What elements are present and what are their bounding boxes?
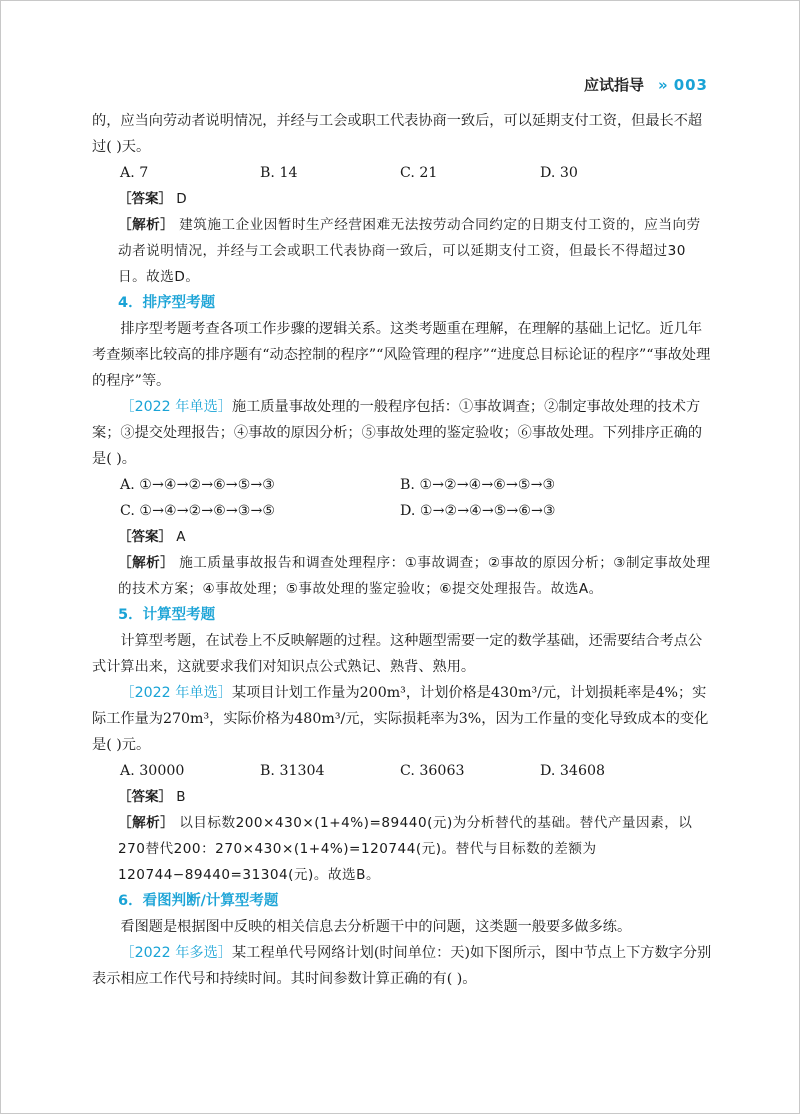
- analysis-text: 以目标数200×430×(1+4%)=89440(元)为分析替代的基础。替代产量因素，以270替代200：270×430×(1+4%)=120744(元)。替代与目标数的差额为120744−89440=31304(元)。故选B。: [118, 815, 693, 883]
- chevron-icon: »: [657, 75, 668, 94]
- section-5-question: [92, 680, 712, 758]
- analysis-label: ［解析］: [118, 815, 175, 831]
- option-c: C. 36063: [400, 763, 465, 779]
- option-b: B. 31304: [260, 763, 325, 779]
- answer-label: ［答案］: [118, 789, 172, 805]
- question-text: 某项目计划工作量为200m³，计划价格是430m³/元，计划损耗率是4%；实际工作量为270m³，实际价格为480m³/元，实际损耗率为3%，因为工作量的变化导致成本的变化是( )元。: [92, 685, 709, 753]
- section-5-intro: 计算型考题，在试卷上不反映解题的过程。这种题型需要一定的数学基础，还需要结合考点公式计算出来，这就要求我们对知识点公式熟记、熟背、熟用。: [92, 633, 703, 675]
- section-5-options: [92, 758, 712, 784]
- q1-answer: [92, 186, 712, 212]
- question-text: 施工质量事故处理的一般程序包括：①事故调查；②制定事故处理的技术方案；③提交处理报告；④事故的原因分析；⑤事故处理的鉴定验收；⑥事故处理。下列排序正确的是( )。: [92, 399, 703, 467]
- answer-value: B: [176, 789, 186, 805]
- q1-text: 的，应当向劳动者说明情况，并经与工会或职工代表协商一致后，可以延期支付工资，但最长不超过( )天。: [92, 113, 703, 155]
- question-tag: ［2022 年多选］: [120, 945, 232, 961]
- section-4-heading: 4．排序型考题: [118, 295, 216, 311]
- section-4-options-row1: [92, 472, 712, 498]
- option-c: C. 21: [400, 165, 438, 181]
- section-4-question: [92, 394, 712, 472]
- page-number: 003: [673, 75, 708, 94]
- option-c: C. ①→④→②→⑥→③→⑤: [120, 503, 276, 519]
- section-6-intro: 看图题是根据图中反映的相关信息去分析题干中的问题，这类题一般要多做多练。: [120, 919, 632, 935]
- answer-value: A: [176, 529, 186, 545]
- option-b: B. ①→②→④→⑥→⑤→③: [400, 477, 556, 493]
- option-b: B. 14: [260, 165, 298, 181]
- question-text: 某工程单代号网络计划(时间单位：天)如下图所示，图中节点上下方数字分别表示相应工作代号和持续时间。其时间参数计算正确的有( )。: [92, 945, 712, 987]
- analysis-label: ［解析］: [118, 217, 175, 233]
- section-6-heading: 6．看图判断/计算型考题: [118, 893, 279, 909]
- section-5-analysis: [92, 810, 712, 888]
- section-5-heading: 5．计算型考题: [118, 607, 216, 623]
- answer-label: ［答案］: [118, 529, 172, 545]
- section-4-intro: 排序型考题考查各项工作步骤的逻辑关系。这类考题重在理解，在理解的基础上记忆。近几年考查频率比较高的排序题有“动态控制的程序”“风险管理的程序”“进度总目标论证的程序”“事故处理的程序”等。: [92, 321, 711, 389]
- analysis-label: ［解析］: [118, 555, 175, 571]
- page-header: [584, 74, 708, 95]
- option-a: A. 7: [120, 165, 149, 181]
- option-d: D. 30: [540, 165, 578, 181]
- option-a: A. ①→④→②→⑥→⑤→③: [120, 477, 276, 493]
- section-6-question: [92, 940, 712, 992]
- q1-analysis: [92, 212, 712, 290]
- option-d: D. 34608: [540, 763, 606, 779]
- question-tag: ［2022 年单选］: [120, 685, 232, 701]
- analysis-text: 建筑施工企业因暂时生产经营困难无法按劳动合同约定的日期支付工资的，应当向劳动者说明情况，并经与工会或职工代表协商一致后，可以延期支付工资，但最长不得超过30日。故选D。: [118, 217, 701, 285]
- q1-options: [92, 160, 712, 186]
- answer-value: D: [176, 191, 187, 207]
- section-4-options-row2: [92, 498, 712, 524]
- section-5-answer: [92, 784, 712, 810]
- page-content: [92, 108, 712, 992]
- answer-label: ［答案］: [118, 191, 172, 207]
- analysis-text: 施工质量事故报告和调查处理程序：①事故调查；②事故的原因分析；③制定事故处理的技术方案；④事故处理；⑤事故处理的鉴定验收；⑥提交处理报告。故选A。: [118, 555, 711, 597]
- option-d: D. ①→②→④→⑤→⑥→③: [400, 503, 556, 519]
- section-4-analysis: [92, 550, 712, 602]
- header-title: 应试指导: [583, 76, 644, 94]
- section-4-answer: [92, 524, 712, 550]
- question-tag: ［2022 年单选］: [120, 399, 232, 415]
- option-a: A. 30000: [120, 763, 185, 779]
